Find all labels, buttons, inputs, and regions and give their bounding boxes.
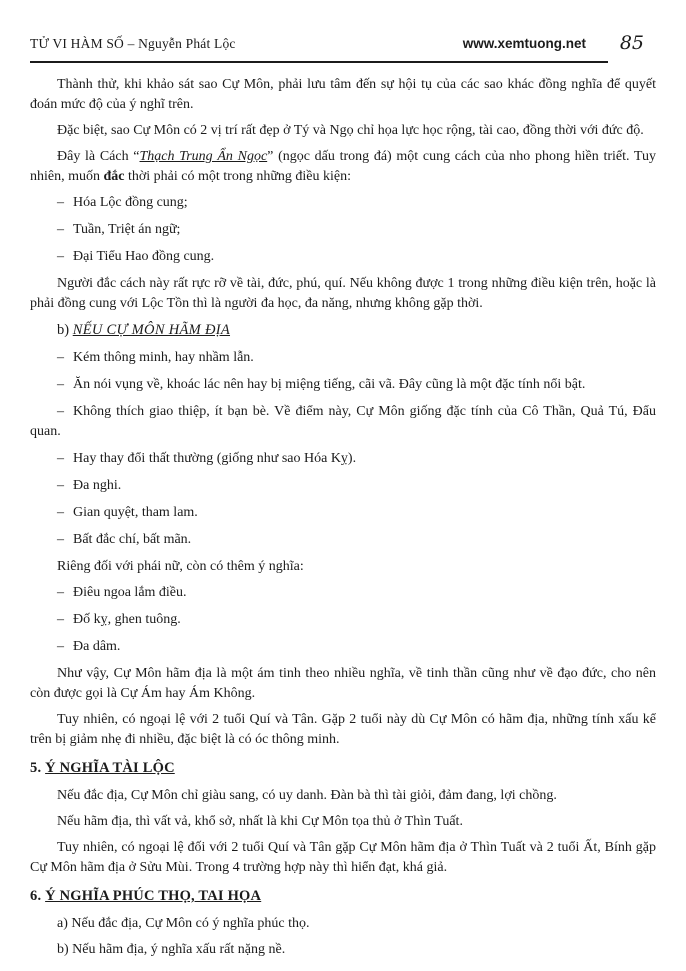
bullet-dash: – [57, 451, 64, 466]
paragraph: Thành thử, khi khảo sát sao Cự Môn, phải lưu tâm đến sự hội tụ của các sao khác đồng nghĩa để quyết đoán mức độ của ý nghĩ trên. [30, 77, 656, 112]
list-item-text: Không thích giao thiệp, ít bạn bè. Về điểm này, Cự Môn giống đặc tính của Cô Thần, Quả Tú, Đẩu quan. [30, 404, 656, 439]
list-item-text: Đại Tiểu Hao đồng cung. [73, 249, 215, 264]
page-header [30, 32, 656, 54]
list-item [30, 449, 656, 469]
bullet-dash: – [57, 249, 64, 264]
list-item [30, 637, 656, 657]
list-item [30, 583, 656, 603]
emphasis-word: đắc [103, 169, 125, 184]
section-title: Ý NGHĨA TÀI LỘC [45, 760, 175, 776]
paragraph-text: thời phải có một trong những điều kiện: [124, 169, 352, 184]
paragraph: b) Nếu hãm địa, ý nghĩa xấu rất nặng nề. [57, 942, 286, 957]
bullet-dash: – [57, 532, 64, 547]
bullet-dash: – [57, 478, 64, 493]
list-item-text: Ăn nói vụng về, khoác lác nên hay bị miệng tiếng, cãi vã. Đây cũng là một đặc tính nổi bật. [73, 377, 586, 392]
bullet-dash: – [57, 612, 64, 627]
list-item [30, 375, 656, 395]
list-item-text: Hóa Lộc đồng cung; [73, 195, 188, 210]
section-heading-5 [30, 758, 656, 778]
paragraph: Như vậy, Cự Môn hãm địa là một ám tinh theo nhiều nghĩa, về tinh thần cũng như về đạo đức, cho nên còn được gọi là Cự Ám hay Ám Không. [30, 666, 656, 701]
list-item-text: Hay thay đổi thất thường (giống như sao Hóa Kỵ). [73, 451, 357, 466]
paragraph: Tuy nhiên, có ngoại lệ với 2 tuổi Quí và Tân. Gặp 2 tuổi này dù Cự Môn có hãm địa, những tính xấu kể trên bị giảm nhẹ đi nhiều, đặc biệt là có óc thông minh. [30, 712, 656, 747]
paragraph: Người đắc cách này rất rực rỡ về tài, đức, phú, quí. Nếu không được 1 trong những điều kiện trên, hoặc là phải đồng cung với Lộc Tồn thì là người đa học, đa năng, nhưng không gặp thời. [30, 276, 656, 311]
list-item-text: Điêu ngoa lắm điều. [73, 585, 187, 600]
list-item-text: Kém thông minh, hay nhầm lẫn. [73, 350, 254, 365]
subsection-prefix: b) [57, 322, 73, 338]
paragraph-text: ” (ngọc dấu trong đá) một cung cách của nho phong hiền triết. Tuy nhiên, muốn [30, 149, 656, 184]
subsection-heading-b [30, 320, 656, 340]
list-item-text: Đố kỵ, ghen tuông. [73, 612, 181, 627]
paragraph: Tuy nhiên, có ngoại lệ đối với 2 tuổi Quí và Tân gặp Cự Môn hãm địa ở Thìn Tuất và 2 tuổi Ất, Bính gặp Cự Môn hãm địa ở Sửu Mùi. Trong 4 trường hợp này thì hiển đạt, khá giả. [30, 840, 656, 875]
bullet-dash: – [57, 404, 64, 419]
section-number: 6. [30, 888, 46, 904]
section-number: 5. [30, 760, 46, 776]
paragraph: Riêng đối với phái nữ, còn có thêm ý nghĩa: [57, 559, 304, 574]
paragraph: a) Nếu đắc địa, Cự Môn có ý nghĩa phúc thọ. [57, 916, 310, 931]
list-item [30, 220, 656, 240]
list-item [30, 610, 656, 630]
paragraph-text: Đây là Cách “ [57, 149, 140, 164]
list-item [30, 503, 656, 523]
bullet-dash: – [57, 222, 64, 237]
bullet-dash: – [57, 505, 64, 520]
list-item [30, 193, 656, 213]
list-item [30, 530, 656, 550]
paragraph: Nếu đắc địa, Cự Môn chỉ giàu sang, có uy danh. Đàn bà thì tài giỏi, đảm đang, lợi chồng. [57, 788, 557, 803]
list-item-text: Bất đắc chí, bất mãn. [73, 532, 192, 547]
cach-name: Thạch Trung Ẩn Ngọc [139, 149, 268, 164]
website-url: www.xemtuong.net [462, 36, 586, 51]
list-item [30, 247, 656, 267]
bullet-dash: – [57, 585, 64, 600]
list-item [30, 476, 656, 496]
header-divider [30, 61, 608, 63]
paragraph [30, 147, 656, 187]
bullet-dash: – [57, 377, 64, 392]
bullet-dash: – [57, 350, 64, 365]
list-item [30, 402, 656, 442]
book-title: TỬ VI HÀM SỐ – Nguyễn Phát Lộc [30, 36, 236, 51]
page-number: 85 [619, 32, 644, 54]
paragraph: Đặc biệt, sao Cự Môn có 2 vị trí rất đẹp ở Tý và Ngọ chỉ họa lực học rộng, tài cao, đồng thời với đức độ. [57, 123, 644, 138]
subsection-title: NẾU CỰ MÔN HÃM ĐỊA [72, 322, 231, 338]
list-item-text: Đa nghi. [73, 478, 122, 493]
bullet-dash: – [57, 639, 64, 654]
bullet-dash: – [57, 195, 64, 210]
section-heading-6 [30, 886, 656, 906]
paragraph: Nếu hãm địa, thì vất vả, khổ sở, nhất là khi Cự Môn tọa thủ ở Thìn Tuất. [57, 814, 463, 829]
section-title: Ý NGHĨA PHÚC THỌ, TAI HỌA [45, 888, 262, 904]
list-item-text: Tuần, Triệt án ngữ; [73, 222, 181, 237]
list-item-text: Đa dâm. [73, 639, 121, 654]
list-item-text: Gian quyệt, tham lam. [73, 505, 198, 520]
list-item [30, 348, 656, 368]
body-text [30, 75, 656, 960]
